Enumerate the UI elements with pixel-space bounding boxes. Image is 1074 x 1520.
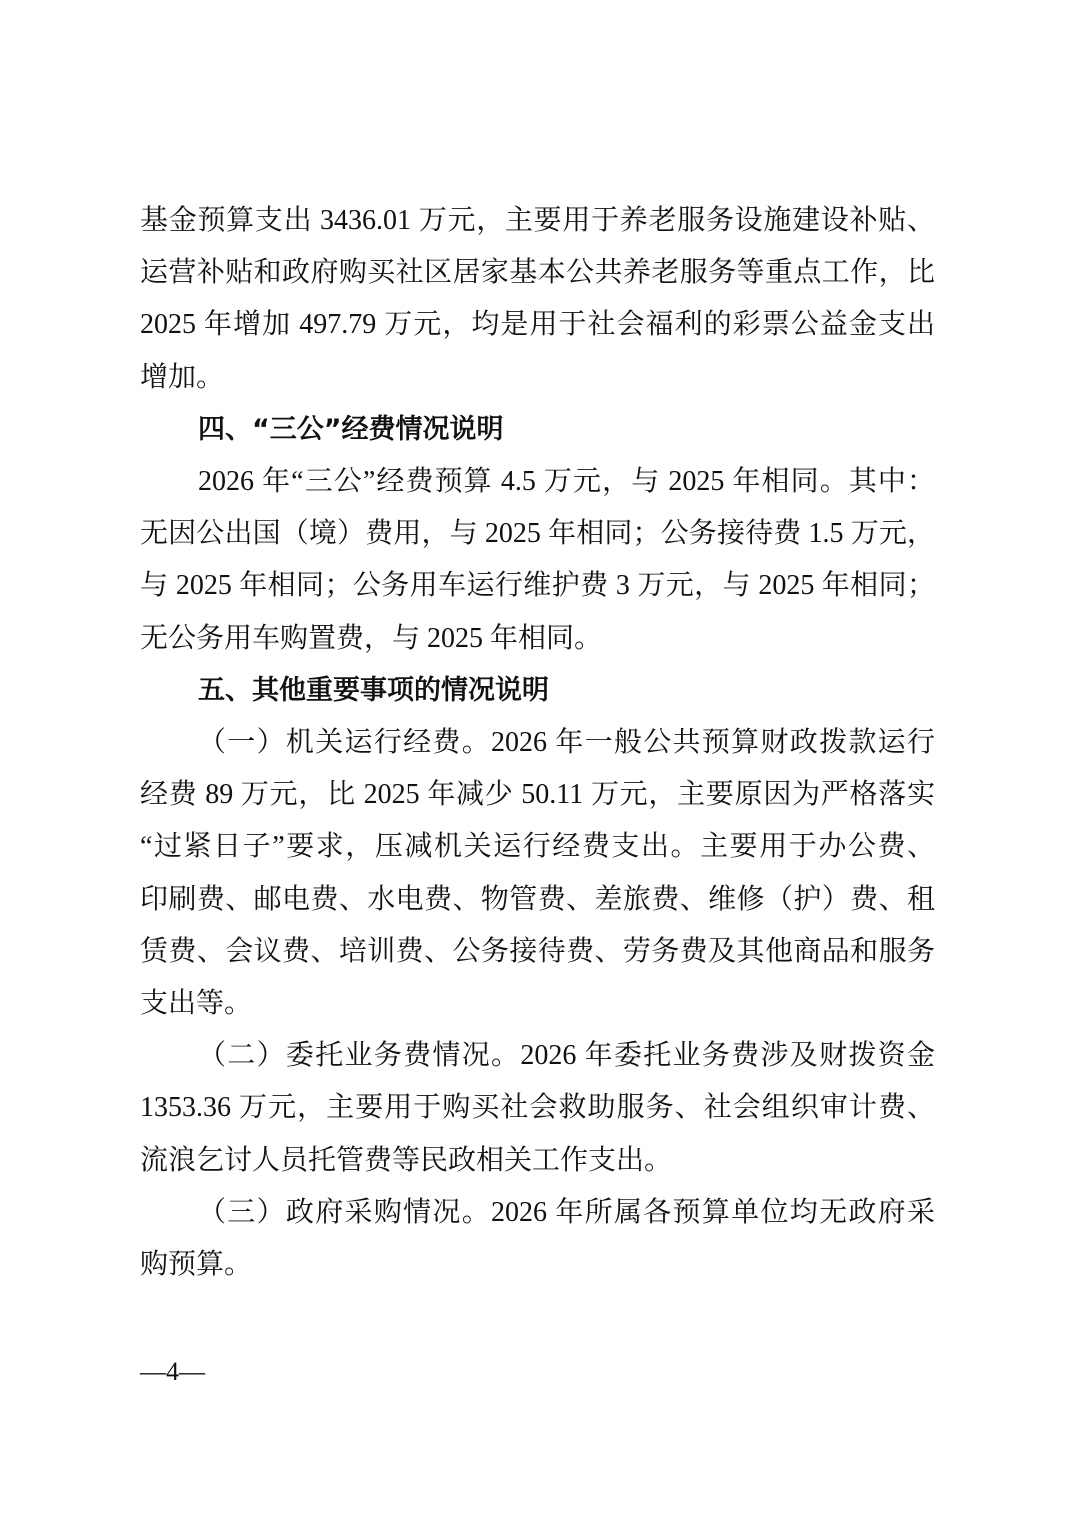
text-line: （一）机关运行经费。2026 年一般公共预算财政拨款运行 <box>198 727 935 758</box>
text-line: 流浪乞讨人员托管费等民政相关工作支出。 <box>140 1144 673 1176</box>
text-line: 经费 89 万元，比 2025 年减少 50.11 万元，主要原因为严格落实 <box>140 779 935 811</box>
text-line: 无公务用车购置费，与 2025 年相同。 <box>140 622 603 654</box>
section-heading: 五、其他重要事项的情况说明 <box>198 674 549 706</box>
text-line: 无因公出国（境）费用，与 2025 年相同；公务接待费 1.5 万元， <box>140 518 935 550</box>
text-line: 购预算。 <box>140 1249 253 1280</box>
text-line: 运营补贴和政府购买社区居家基本公共养老服务等重点工作，比 <box>140 257 935 289</box>
section-heading: 四、“三公”经费情况说明 <box>198 413 504 445</box>
text-line: （二）委托业务费情况。2026 年委托业务费涉及财拨资金 <box>198 1040 935 1072</box>
text-line: 赁费、会议费、培训费、公务接待费、劳务费及其他商品和服务 <box>140 935 935 967</box>
text-line: 1353.36 万元，主要用于购买社会救助服务、社会组织审计费、 <box>140 1092 935 1124</box>
text-line: （三）政府采购情况。2026 年所属各预算单位均无政府采 <box>198 1196 935 1228</box>
text-line: 基金预算支出 3436.01 万元，主要用于养老服务设施建设补贴、 <box>140 205 935 236</box>
page-number: —4— <box>140 1357 205 1386</box>
text-line: 支出等。 <box>140 988 253 1019</box>
text-line: 印刷费、邮电费、水电费、物管费、差旅费、维修（护）费、租 <box>140 883 935 915</box>
text-line: 与 2025 年相同；公务用车运行维护费 3 万元，与 2025 年相同； <box>140 570 935 602</box>
text-line: 2026 年“三公”经费预算 4.5 万元，与 2025 年相同。其中： <box>198 466 935 497</box>
text-line: “过紧日子”要求，压减机关运行经费支出。主要用于办公费、 <box>140 831 935 863</box>
text-line: 2025 年增加 497.79 万元，均是用于社会福利的彩票公益金支出 <box>140 309 935 341</box>
text-line: 增加。 <box>140 361 225 393</box>
